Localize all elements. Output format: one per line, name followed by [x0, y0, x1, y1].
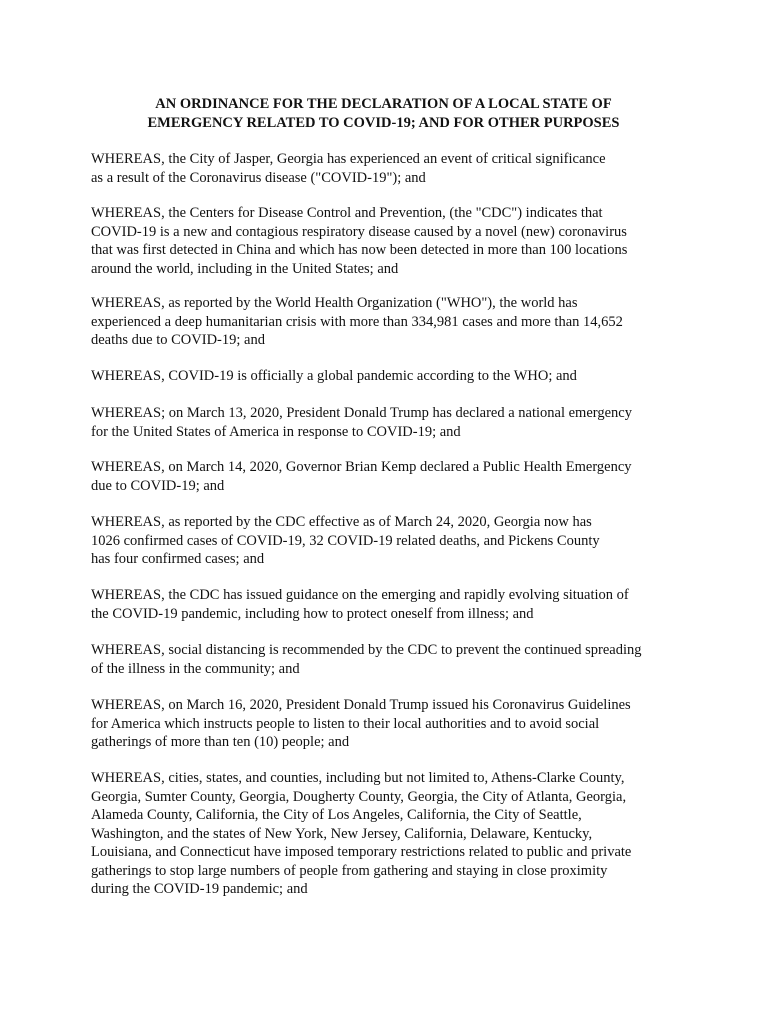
whereas-paragraph-3	[91, 294, 623, 350]
paragraph-line: WHEREAS; on March 13, 2020, President Donald Trump has declared a national emergency	[91, 405, 632, 421]
paragraph-line: WHEREAS, cities, states, and counties, including but not limited to, Athens-Clarke County,	[91, 770, 625, 786]
whereas-paragraph-1	[91, 150, 606, 187]
whereas-paragraph-8	[91, 586, 629, 623]
paragraph-line: Alameda County, California, the City of Los Angeles, California, the City of Seattle,	[91, 807, 582, 823]
whereas-paragraph-7	[91, 513, 600, 569]
paragraph-line: gatherings of more than ten (10) people; and	[91, 734, 350, 750]
ordinance-title	[91, 95, 676, 132]
whereas-paragraph-2	[91, 204, 627, 278]
paragraph-line: 1026 confirmed cases of COVID-19, 32 COVID-19 related deaths, and Pickens County	[91, 532, 600, 549]
paragraph-line: COVID-19 is a new and contagious respiratory disease caused by a novel (new) coronavirus	[91, 223, 627, 240]
paragraph-line: WHEREAS, social distancing is recommended by the CDC to prevent the continued spreading	[91, 642, 642, 658]
paragraph-line: gatherings to stop large numbers of people from gathering and staying in close proximity	[91, 862, 608, 879]
paragraph-line: that was first detected in China and which has now been detected in more than 100 locations	[91, 242, 628, 258]
whereas-paragraph-4	[91, 367, 577, 386]
paragraph-line: Georgia, Sumter County, Georgia, Dougherty County, Georgia, the City of Atlanta, Georgia,	[91, 788, 627, 805]
paragraph-line: WHEREAS, the CDC has issued guidance on the emerging and rapidly evolving situation of	[91, 587, 629, 603]
title-line: AN ORDINANCE FOR THE DECLARATION OF A LOCAL STATE OF	[155, 96, 612, 112]
title-line: EMERGENCY RELATED TO COVID-19; AND FOR OTHER PURPOSES	[147, 114, 620, 131]
paragraph-line: WHEREAS, the Centers for Disease Control and Prevention, (the "CDC") indicates that	[91, 205, 603, 221]
paragraph-line: of the illness in the community; and	[91, 660, 300, 677]
paragraph-line: as a result of the Coronavirus disease ("COVID-19"); and	[91, 169, 426, 186]
paragraph-line: Washington, and the states of New York, New Jersey, California, Delaware, Kentucky,	[91, 825, 593, 842]
paragraph-line: Louisiana, and Connecticut have imposed temporary restrictions related to public and private	[91, 844, 632, 860]
paragraph-line: WHEREAS, as reported by the World Health Organization ("WHO"), the world has	[91, 295, 578, 311]
whereas-paragraph-6	[91, 458, 632, 495]
whereas-paragraph-5	[91, 404, 632, 441]
paragraph-line: the COVID-19 pandemic, including how to protect oneself from illness; and	[91, 605, 534, 622]
paragraph-line: during the COVID-19 pandemic; and	[91, 881, 308, 897]
paragraph-line: experienced a deep humanitarian crisis with more than 334,981 cases and more than 14,652	[91, 313, 623, 330]
paragraph-line: WHEREAS, COVID-19 is officially a global pandemic according to the WHO; and	[91, 368, 577, 384]
whereas-paragraph-11	[91, 769, 631, 899]
paragraph-line: WHEREAS, on March 16, 2020, President Donald Trump issued his Coronavirus Guidelines	[91, 697, 631, 713]
paragraph-line: WHEREAS, as reported by the CDC effective as of March 24, 2020, Georgia now has	[91, 514, 592, 530]
paragraph-line: deaths due to COVID-19; and	[91, 332, 265, 348]
paragraph-line: for the United States of America in response to COVID-19; and	[91, 423, 461, 440]
paragraph-line: WHEREAS, on March 14, 2020, Governor Brian Kemp declared a Public Health Emergency	[91, 459, 632, 475]
paragraph-line: WHEREAS, the City of Jasper, Georgia has experienced an event of critical significance	[91, 151, 606, 167]
paragraph-line: due to COVID-19; and	[91, 477, 225, 494]
paragraph-line: around the world, including in the United States; and	[91, 260, 399, 277]
whereas-paragraph-9	[91, 641, 641, 678]
whereas-paragraph-10	[91, 696, 631, 752]
paragraph-line: for America which instructs people to listen to their local authorities and to avoid social	[91, 715, 600, 732]
paragraph-line: has four confirmed cases; and	[91, 551, 265, 567]
